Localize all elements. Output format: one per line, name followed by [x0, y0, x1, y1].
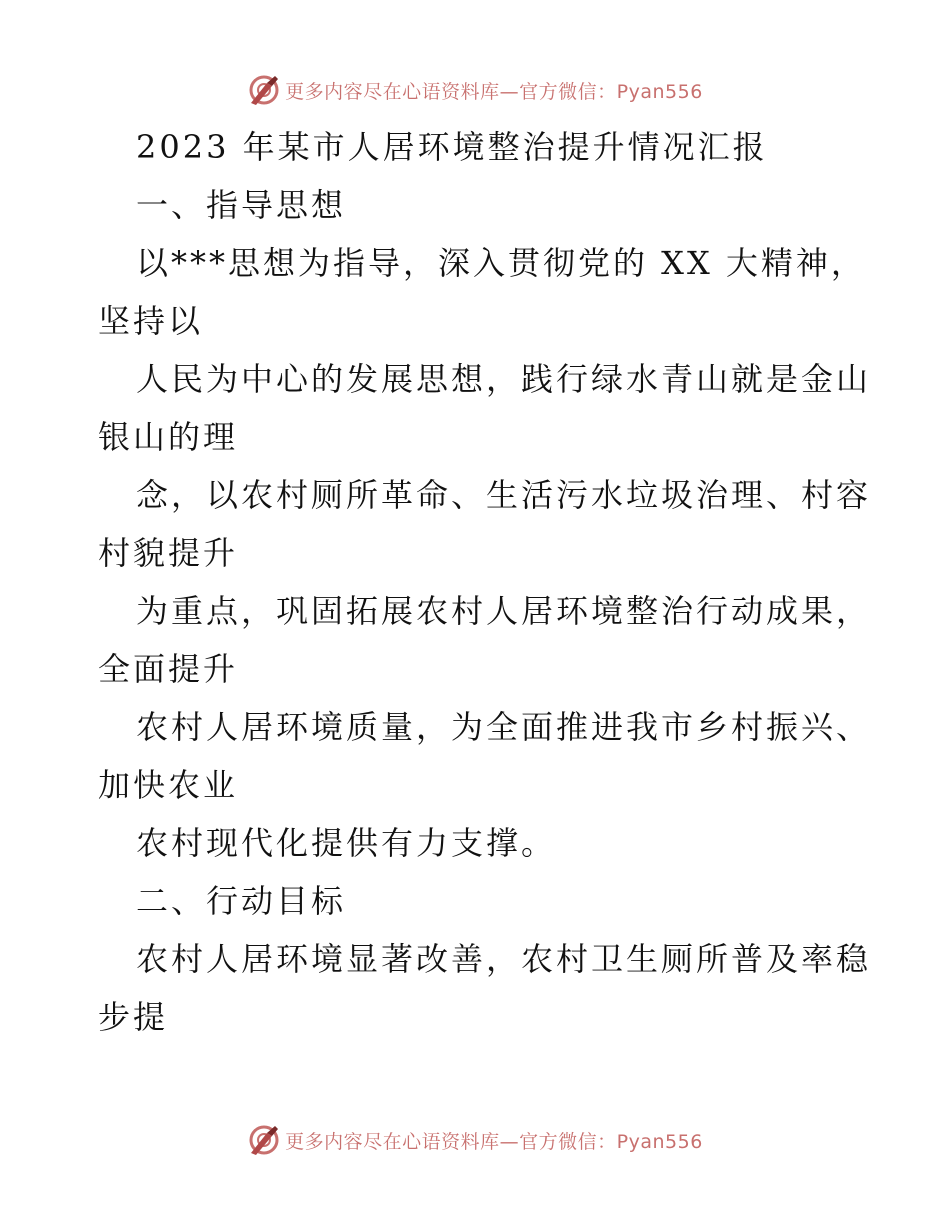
paragraph-line: 全面提升: [98, 650, 239, 688]
paragraph-line: 坚持以: [98, 302, 204, 340]
watermark-text: 更多内容尽在心语资料库—官方微信：Pyan556: [285, 1130, 703, 1153]
section-heading: 二、行动目标: [136, 882, 347, 920]
watermark-text: 更多内容尽在心语资料库—官方微信：Pyan556: [285, 80, 703, 103]
paragraph-line: 农村人居环境显著改善，农村卫生厕所普及率稳: [136, 940, 872, 978]
paragraph-line: 以***思想为指导，深入贯彻党的 XX 大精神，: [136, 244, 866, 282]
section-heading: 一、指导思想: [136, 186, 347, 224]
paragraph-line: 农村现代化提供有力支撑。: [136, 824, 557, 862]
paragraph-line: 加快农业: [98, 766, 239, 804]
pen-circle-icon: [247, 1123, 281, 1157]
watermark-footer: [0, 1120, 950, 1160]
document-title: 2023 年某市人居环境整治提升情况汇报: [136, 128, 768, 166]
paragraph-line: 念，以农村厕所革命、生活污水垃圾治理、村容: [136, 476, 872, 514]
paragraph-line: 为重点，巩固拓展农村人居环境整治行动成果，: [136, 592, 872, 630]
paragraph-line: 银山的理: [98, 418, 239, 456]
pen-circle-icon: [247, 73, 281, 107]
paragraph-line: 步提: [98, 998, 169, 1036]
document-body: [98, 118, 872, 1046]
paragraph-line: 人民为中心的发展思想，践行绿水青山就是金山: [136, 360, 872, 398]
watermark-header: [0, 70, 950, 110]
paragraph-line: 村貌提升: [98, 534, 239, 572]
paragraph-line: 农村人居环境质量，为全面推进我市乡村振兴、: [136, 708, 872, 746]
